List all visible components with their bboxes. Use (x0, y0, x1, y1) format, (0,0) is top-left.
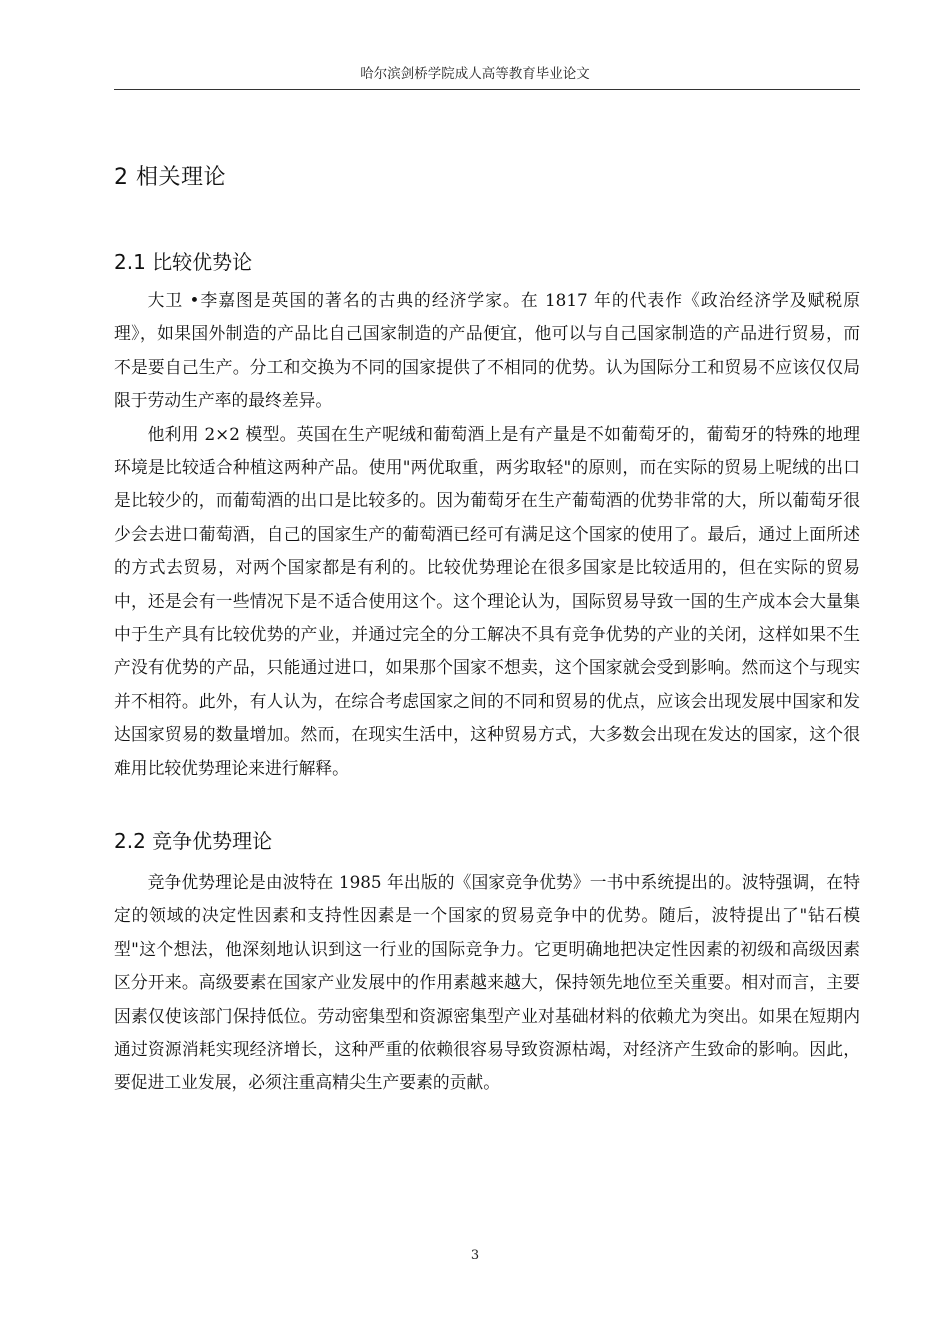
section-title-competitive-advantage: 2.2 竞争优势理论 (114, 829, 273, 853)
header-divider (114, 89, 860, 90)
paragraph: 竞争优势理论是由波特在 1985 年出版的《国家竞争优势》一书中系统提出的。波特强调，在特定的领域的决定性因素和支持性因素是一个国家的贸易竞争中的优势。随后，波特提出了"钻石模型"这个想法，他深刻地认识到这一行业的国际竞争力。它更明确地把决定性因素的初级和高级因素区分开来。高级要素在国家产业发展中的作用素越来越大，保持领先地位至关重要。相对而言，主要因素仅使该部门保持低位。劳动密集型和资源密集型产业对基础材料的依赖尤为突出。如果在短期内通过资源消耗实现经济增长，这种严重的依赖很容易导致资源枯竭，对经济产生致命的影响。因此，要促进工业发展，必须注重高精尖生产要素的贡献。 (114, 872, 860, 1093)
section-body-comparative-advantage (114, 284, 860, 785)
section-body-competitive-advantage (114, 866, 860, 1100)
paragraph: 大卫 •李嘉图是英国的著名的古典的经济学家。在 1817 年的代表作《政治经济学及赋税原理》，如果国外制造的产品比自己国家制造的产品便宜，他可以与自己国家制造的产品进行贸易，而不是要自己生产。分工和交换为不同的国家提供了不相同的优势。认为国际分工和贸易不应该仅仅局限于劳动生产率的最终差异。 (114, 290, 860, 411)
chapter-title: 2 相关理论 (114, 165, 226, 190)
paragraph: 他利用 2×2 模型。英国在生产呢绒和葡萄酒上是有产量是不如葡萄牙的，葡萄牙的特殊的地理环境是比较适合种植这两种产品。使用"两优取重，两劣取轻"的原则，而在实际的贸易上呢绒的出口是比较少的，而葡萄酒的出口是比较多的。因为葡萄牙在生产葡萄酒的优势非常的大，所以葡萄牙很少会去进口葡萄酒，自己的国家生产的葡萄酒已经可有满足这个国家的使用了。最后，通过上面所述的方式去贸易，对两个国家都是有利的。比较优势理论在很多国家是比较适用的，但在实际的贸易中，还是会有一些情况下是不适合使用这个。这个理论认为，国际贸易导致一国的生产成本会大量集中于生产具有比较优势的产业，并通过完全的分工解决不具有竞争优势的产业的关闭，这样如果不生产没有优势的产品，只能通过进口，如果那个国家不想卖，这个国家就会受到影响。然而这个与现实并不相符。此外，有人认为，在综合考虑国家之间的不同和贸易的优点，应该会出现发展中国家和发达国家贸易的数量增加。然而，在现实生活中，这种贸易方式，大多数会出现在发达的国家，这个很难用比较优势理论来进行解释。 (114, 423, 860, 778)
page-number: 3 (470, 1248, 480, 1263)
page-header-title: 哈尔滨剑桥学院成人高等教育毕业论文 (360, 66, 590, 82)
section-title-comparative-advantage: 2.1 比较优势论 (114, 250, 253, 274)
